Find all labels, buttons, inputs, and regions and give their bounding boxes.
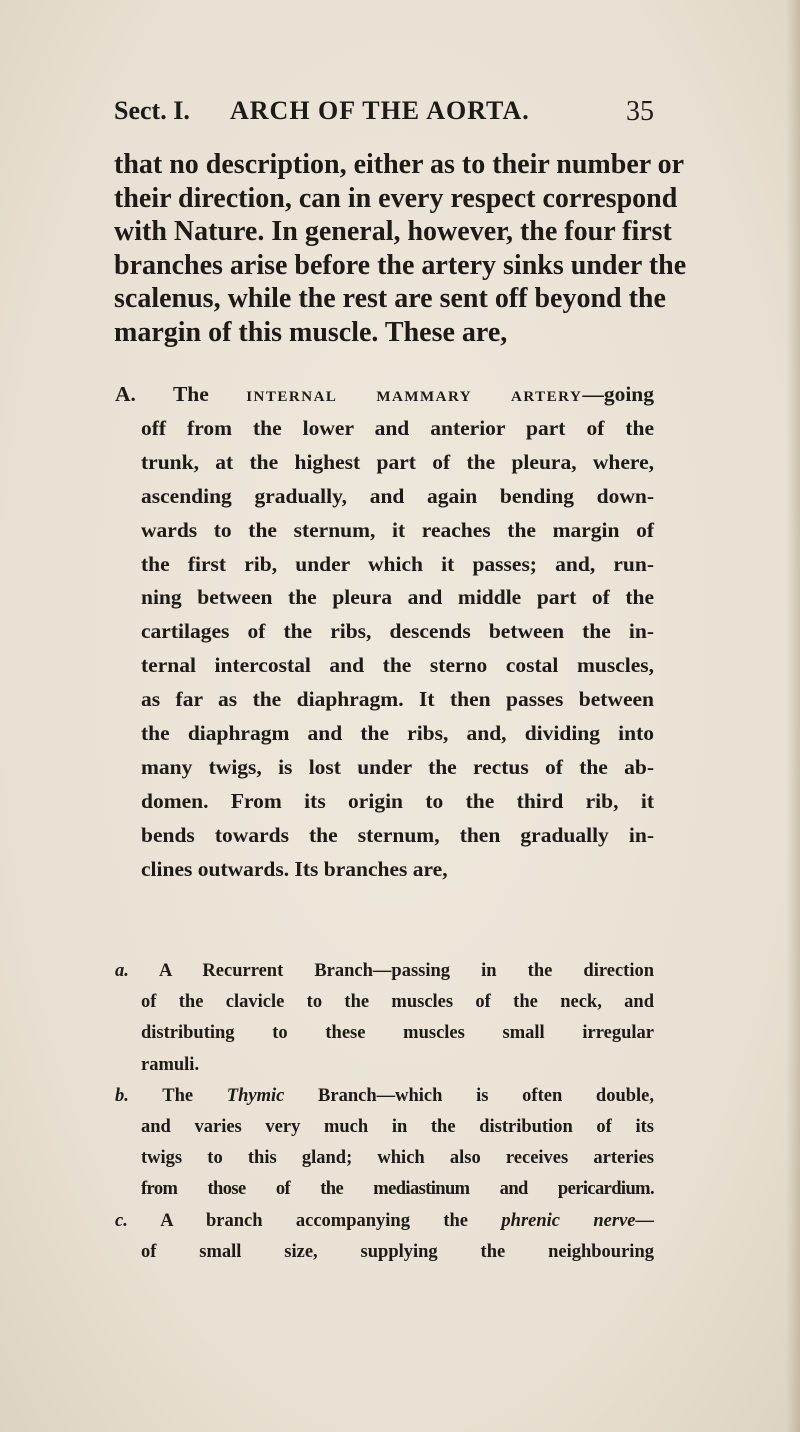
- branch-c-first-rest: —: [635, 1210, 655, 1231]
- text-line: of small size, supplying the neighbouring: [141, 1241, 654, 1262]
- text-line: margin of this muscle. These are,: [114, 316, 508, 348]
- text-line: that no description, either as to their number or: [114, 149, 685, 180]
- branch-a-first-line: [115, 956, 654, 987]
- running-header: [114, 96, 654, 136]
- text-line: ramuli.: [141, 1054, 200, 1075]
- text-line: as far as the diaphragm. It then passes between: [141, 687, 654, 712]
- section-a-name: internal mammary artery: [246, 382, 583, 406]
- page-number: 35: [626, 96, 654, 127]
- branch-a-first: A Recurrent Branch—passing in the direction: [158, 961, 654, 981]
- text-line: domen. From its origin to the third rib, it: [141, 788, 654, 813]
- intro-paragraph: [114, 148, 687, 350]
- text-line: distributing to these muscles small irregular: [141, 1023, 654, 1044]
- text-line: scalenus, while the rest are sent off beyond the: [114, 283, 666, 315]
- text-line: branches arise before the artery sinks under the: [114, 249, 687, 281]
- text-line: clines outwards. Its branches are,: [141, 856, 448, 881]
- branch-a-marker: a.: [115, 961, 129, 981]
- text-line: with Nature. In general, however, the four first: [114, 216, 672, 248]
- section-a-first-rest: —going: [582, 382, 654, 406]
- text-line: twigs to this gland; which also receives arteries: [141, 1148, 654, 1169]
- text-line: the diaphragm and the ribs, and, dividing into: [141, 721, 654, 746]
- branch-c-name: phrenic nerve: [501, 1210, 636, 1231]
- text-line: cartilages of the ribs, descends between the in-: [141, 619, 654, 644]
- text-line: and varies very much in the distribution of its: [141, 1117, 654, 1138]
- header-section: Sect. I.: [114, 96, 190, 125]
- branch-b-lead: The: [162, 1085, 194, 1106]
- branch-list: [115, 956, 655, 1268]
- text-line: the first rib, under which it passes; and, run-: [141, 551, 654, 576]
- branch-c-marker: c.: [115, 1210, 128, 1231]
- text-line: off from the lower and anterior part of the: [141, 415, 654, 440]
- section-a-first-line: [115, 378, 654, 412]
- header-title: ARCH OF THE AORTA.: [230, 96, 530, 125]
- text-line: ternal intercostal and the sterno costal muscles,: [141, 653, 654, 678]
- branch-b-name: Thymic: [226, 1085, 285, 1106]
- page-edge-shadow: [786, 0, 800, 1432]
- text-line: wards to the sternum, it reaches the margin of: [141, 517, 654, 542]
- branch-b-first-line: [115, 1081, 654, 1112]
- section-a-lead: The: [172, 382, 209, 406]
- branch-b-first-rest: Branch—which is often double,: [318, 1085, 655, 1106]
- branch-b-marker: b.: [115, 1085, 129, 1106]
- text-line: of the clavicle to the muscles of the neck, and: [141, 992, 654, 1013]
- text-line: ning between the pleura and middle part of the: [141, 585, 654, 610]
- text-line: many twigs, is lost under the rectus of the ab-: [141, 754, 654, 779]
- text-line: their direction, can in every respect correspond: [114, 182, 678, 214]
- text-line: trunk, at the highest part of the pleura, where,: [141, 449, 654, 474]
- branch-c-first-line: [115, 1206, 654, 1237]
- text-line: bends towards the sternum, then gradually in-: [141, 822, 654, 847]
- section-a-marker: A.: [115, 382, 136, 406]
- text-line: from those of the mediastinum and pericardium.: [141, 1179, 654, 1200]
- branch-c-lead: A branch accompanying the: [160, 1210, 469, 1231]
- text-line: ascending gradually, and again bending down-: [141, 483, 654, 508]
- section-a-internal-mammary: [115, 378, 654, 887]
